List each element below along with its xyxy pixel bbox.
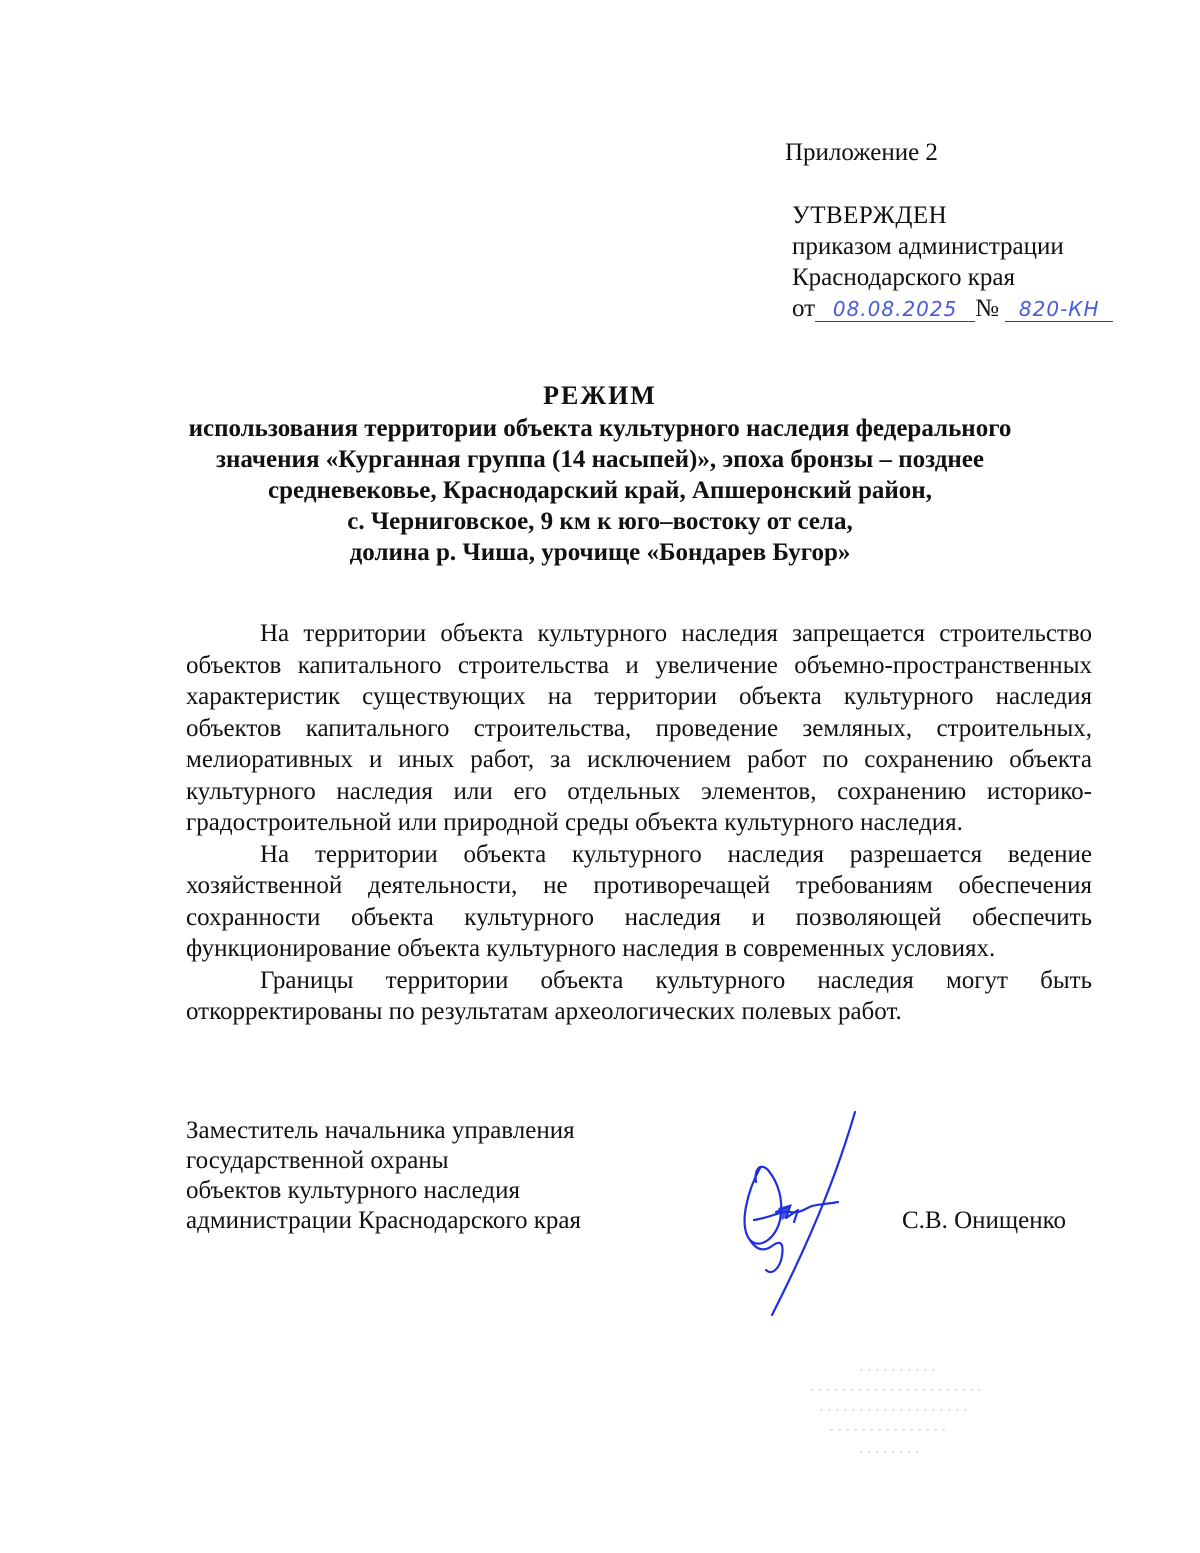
title-line: средневековье, Краснодарский край, Апшеронский район, — [268, 477, 932, 504]
signatory-position — [186, 1116, 581, 1236]
title-line: с. Черниговское, 9 км к юго–востоку от села, — [347, 508, 853, 535]
document-heading — [150, 380, 1050, 568]
order-number-handwritten: 820-КН — [1005, 297, 1113, 322]
position-line: Заместитель начальника управления — [186, 1117, 575, 1144]
signer-name: С.В. Онищенко — [902, 1207, 1067, 1234]
title-line: значения «Курганная группа (14 насыпей)», эпоха бронзы – позднее — [215, 446, 984, 473]
position-line: администрации Краснодарского края — [186, 1207, 582, 1234]
appendix-label: Приложение 2 — [785, 139, 938, 166]
document-title: РЕЖИМ — [543, 381, 657, 410]
position-line: объектов культурного наследия — [186, 1177, 520, 1204]
body-paragraph: Границы территории объекта культурного наследия могут быть откорректированы по результатам археологических полевых работ. — [186, 966, 1092, 1025]
approved-by-line-2: Краснодарского края — [792, 264, 1015, 291]
faint-stamp-trace — [790, 1360, 990, 1470]
order-number-prefix: № — [975, 295, 999, 322]
title-line: использования территории объекта культурного наследия федерального — [188, 415, 1012, 442]
order-line — [792, 293, 1113, 324]
body-paragraph: На территории объекта культурного наследия разрешается ведение хозяйственной деятельности, не противоречащей требованиям обеспечения сохранности объекта культурного наследия и позволяющей обеспечить функционирование объекта культурного наследия в современных условиях. — [186, 840, 1092, 962]
handwritten-signature — [720, 1100, 890, 1330]
approved-by-line-1: приказом администрации — [792, 233, 1064, 260]
title-line: долина р. Чиша, урочище «Бондарев Бугор» — [349, 539, 851, 566]
position-line: государственной охраны — [186, 1147, 449, 1174]
body-paragraph: На территории объекта культурного наследия запрещается строительство объектов капитального строительства и увеличение объемно-пространственных характеристик существующих на территории объекта культурного наследия объектов капитального строительства, проведение земляных, строительных, мелиоративных и иных работ, за исключением работ по сохранению объекта культурного наследия или его отдельных элементов, сохранению историко-градостроительной или природной среды объекта культурного наследия. — [186, 620, 1092, 836]
document-body — [186, 618, 1092, 1028]
approved-label: УТВЕРЖДЕН — [792, 202, 948, 229]
order-from-prefix: от — [792, 295, 816, 322]
approval-block — [792, 200, 1113, 324]
order-date-handwritten: 08.08.2025 — [815, 297, 975, 322]
